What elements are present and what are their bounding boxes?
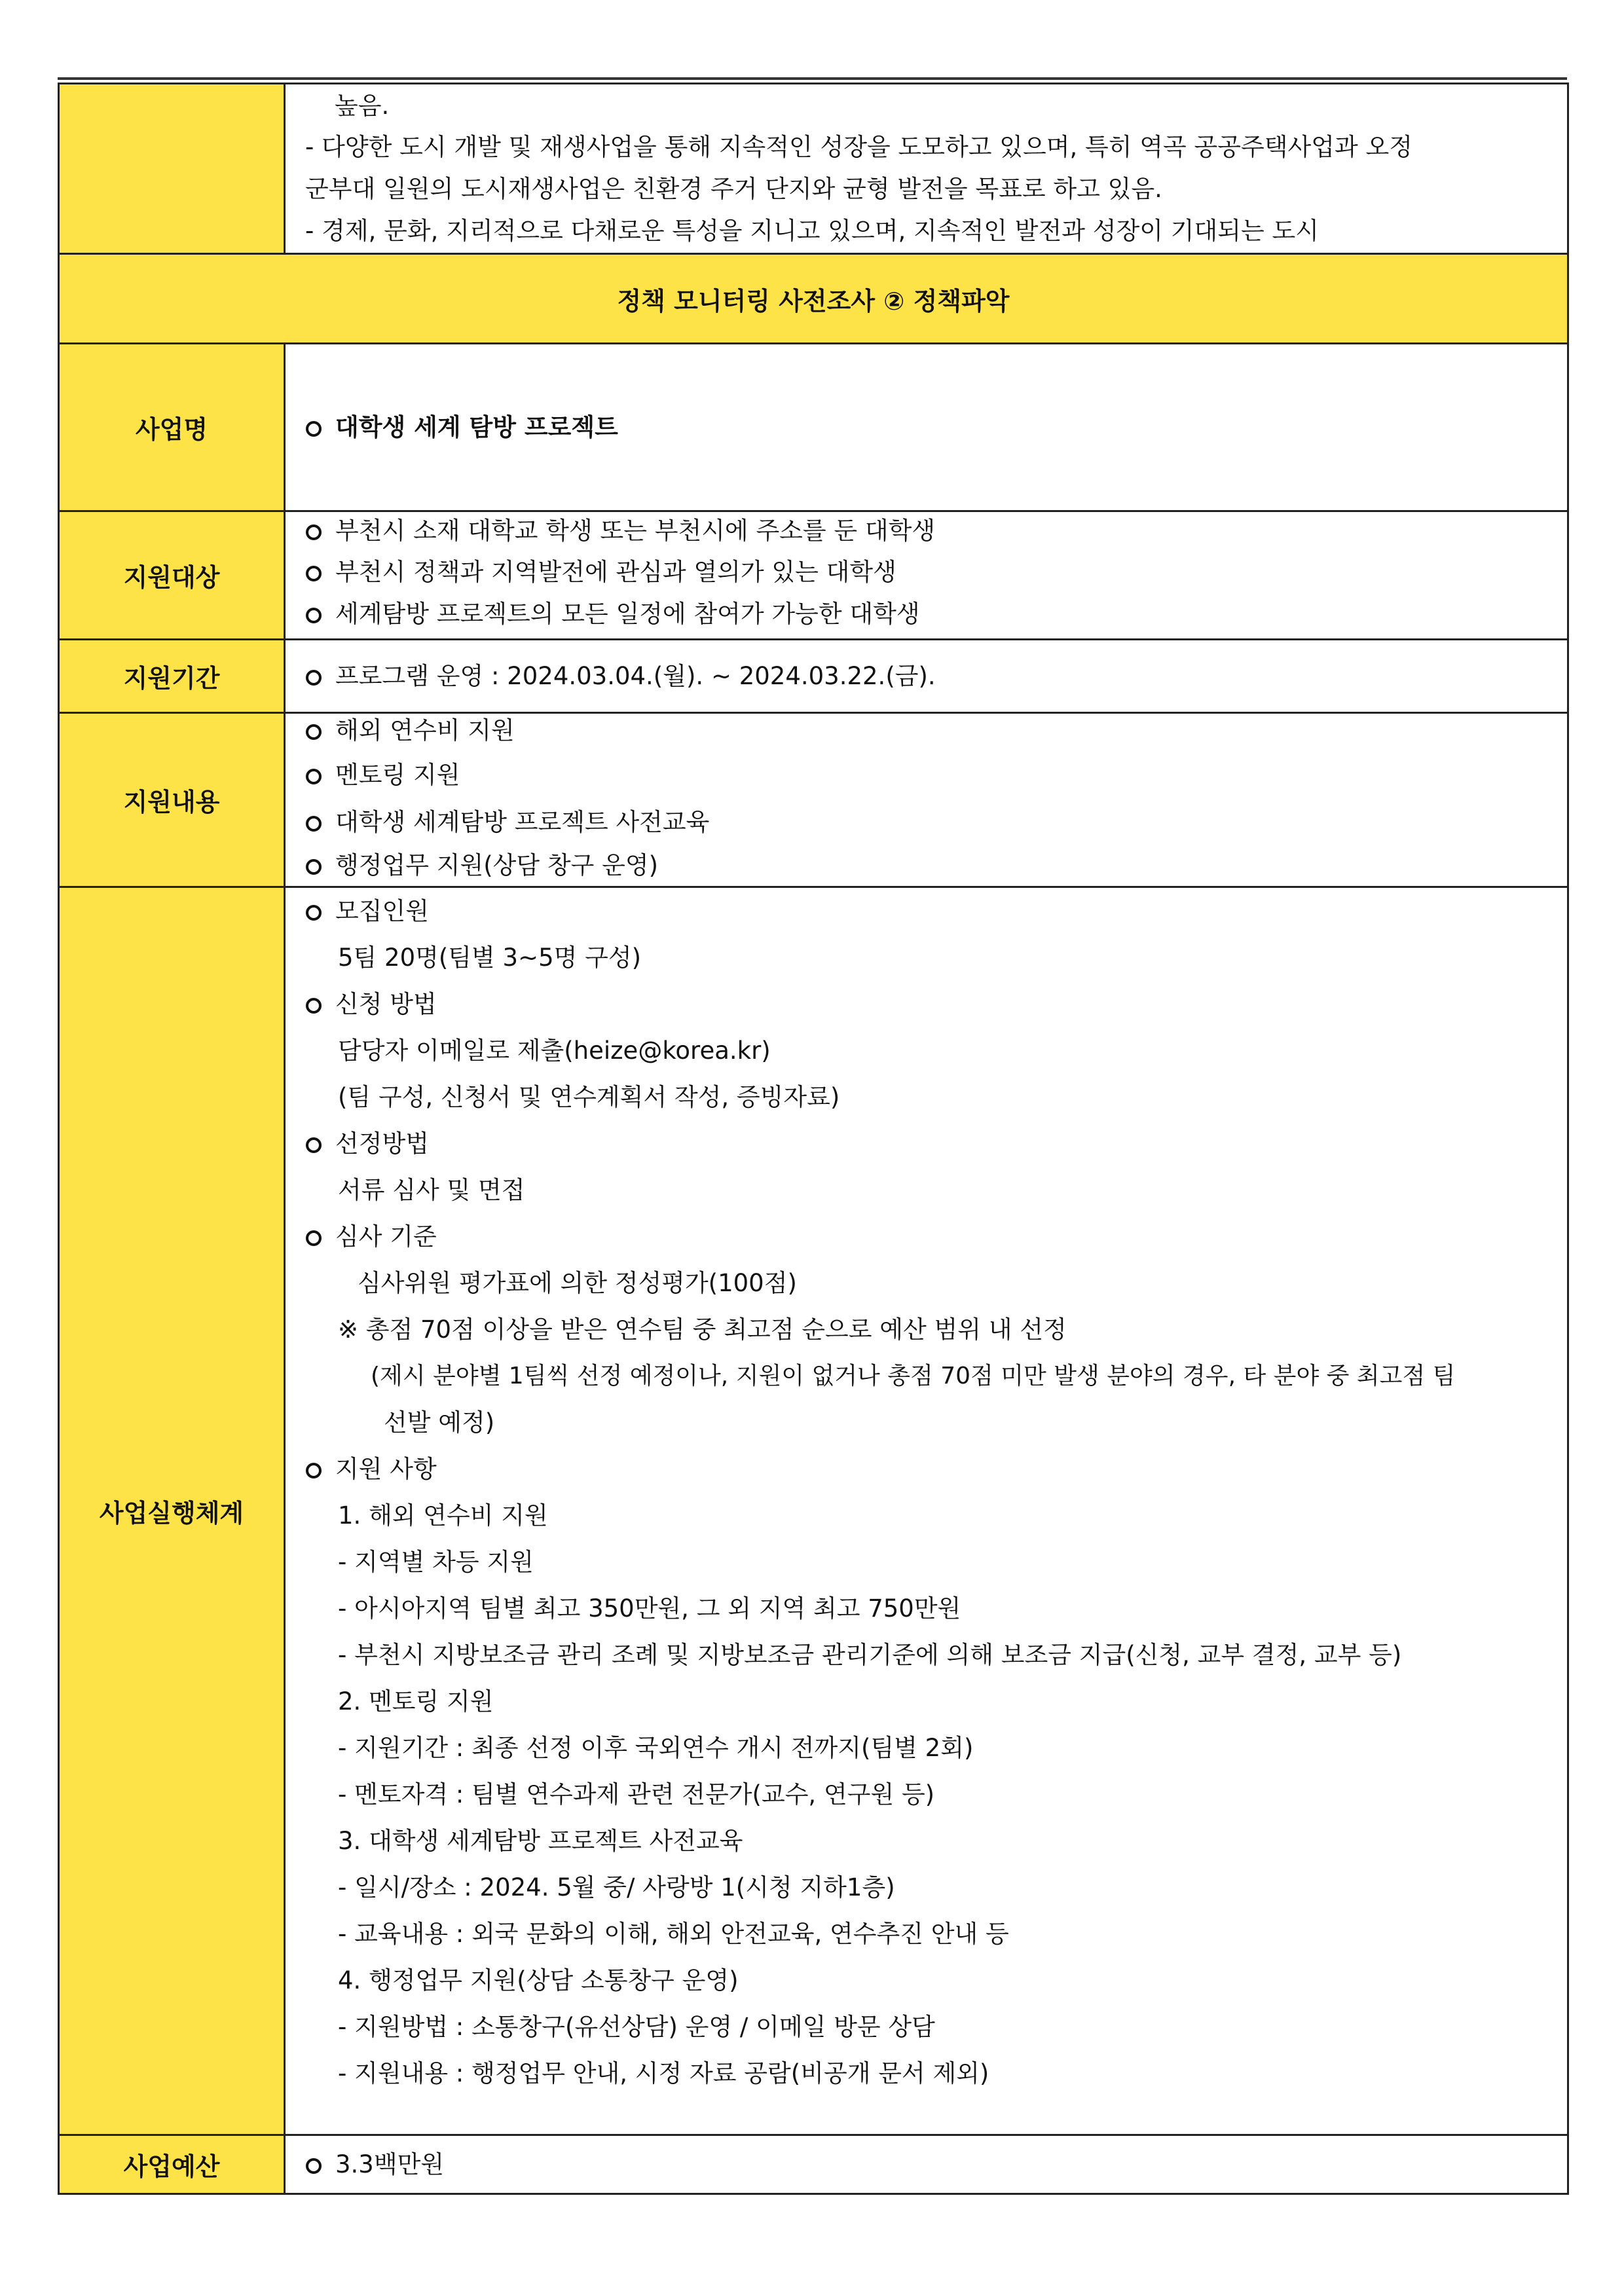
circle-bullet-icon [305, 2141, 335, 2188]
execution-line: - 아시아지역 팀별 최고 350만원, 그 외 지역 최고 750만원 [338, 1594, 961, 1623]
target-text: 부천시 소재 대학교 학생 또는 부천시에 주소를 둔 대학생 [335, 517, 936, 545]
cell-period [285, 640, 1568, 713]
row-execution [59, 887, 1568, 2135]
execution-line: 2. 멘토링 지원 [338, 1687, 494, 1716]
target-text: 세계탐방 프로젝트의 모든 일정에 참여가 가능한 대학생 [335, 600, 920, 628]
execution-heading [305, 1120, 1554, 1167]
intro-row [59, 84, 1568, 254]
row-business-name [59, 344, 1568, 511]
content-text: 대학생 세계탐방 프로젝트 사전교육 [335, 808, 710, 836]
target-item [305, 551, 1554, 593]
target-item [305, 593, 1554, 635]
execution-line: - 일시/장소 : 2024. 5월 중/ 사랑방 1(시청 지하1층) [338, 1873, 895, 1901]
execution-line: 3. 대학생 세계탐방 프로젝트 사전교육 [338, 1827, 743, 1855]
budget-item [305, 2141, 1554, 2188]
intro-label-cell [59, 84, 285, 254]
execution-line: (팀 구성, 신청서 및 연수계획서 작성, 증빙자료) [338, 1083, 840, 1111]
intro-line: 군부대 일원의 도시재생사업은 친환경 주거 단지와 균형 발전을 목표로 하고 있음. [305, 175, 1162, 203]
label-execution: 사업실행체계 [59, 887, 285, 2135]
section-header: 정책 모니터링 사전조사 ② 정책파악 [59, 254, 1568, 344]
execution-heading-text: 지원 사항 [335, 1455, 437, 1483]
execution-note: 선발 예정) [384, 1408, 495, 1437]
execution-line: - 멘토자격 : 팀별 연수과제 관련 전문가(교수, 연구원 등) [338, 1780, 935, 1808]
circle-bullet-icon [305, 593, 335, 635]
execution-heading [305, 1213, 1554, 1260]
circle-bullet-icon [305, 1120, 335, 1167]
circle-bullet-icon [305, 653, 335, 699]
execution-heading-text: 신청 방법 [335, 990, 437, 1018]
intro-line: - 다양한 도시 개발 및 재생사업을 통해 지속적인 성장을 도모하고 있으며, 특히 역곡 공공주택사업과 오정 [305, 133, 1412, 161]
label-budget: 사업예산 [59, 2135, 285, 2194]
cell-target [285, 511, 1568, 640]
row-budget [59, 2135, 1568, 2194]
execution-line: - 지원방법 : 소통창구(유선상담) 운영 / 이메일 방문 상담 [338, 2013, 935, 2041]
content-item [305, 846, 1554, 885]
execution-line: - 지원내용 : 행정업무 안내, 시정 자료 공람(비공개 문서 제외) [338, 2059, 989, 2087]
content-item [305, 799, 1554, 846]
circle-bullet-icon [305, 752, 335, 799]
execution-heading-text: 심사 기준 [335, 1222, 437, 1251]
circle-bullet-icon [305, 1446, 335, 1492]
cell-business-name [285, 344, 1568, 511]
label-content: 지원내용 [59, 713, 285, 887]
intro-line: 높음. [335, 92, 390, 120]
label-period: 지원기간 [59, 640, 285, 713]
execution-line: 심사위원 평가표에 의한 정성평가(100점) [358, 1269, 797, 1297]
label-target: 지원대상 [59, 511, 285, 640]
target-text: 부천시 정책과 지역발전에 관심과 열의가 있는 대학생 [335, 558, 896, 586]
label-business-name: 사업명 [59, 344, 285, 511]
content-text: 멘토링 지원 [335, 761, 460, 789]
period-item [305, 653, 1554, 699]
circle-bullet-icon [305, 511, 335, 551]
cell-content [285, 713, 1568, 887]
row-target [59, 511, 1568, 640]
circle-bullet-icon [305, 404, 335, 450]
section-header-row [59, 254, 1568, 344]
content-text: 행정업무 지원(상담 창구 운영) [335, 851, 659, 879]
execution-line: 4. 행정업무 지원(상담 소통창구 운영) [338, 1966, 739, 1994]
business-name-text: 대학생 세계 탐방 프로젝트 [335, 413, 618, 441]
execution-line: 담당자 이메일로 제출(heize@korea.kr) [338, 1037, 771, 1065]
budget-text: 3.3백만원 [335, 2150, 445, 2178]
circle-bullet-icon [305, 981, 335, 1027]
cell-execution [285, 887, 1568, 2135]
cell-budget [285, 2135, 1568, 2194]
intro-line: - 경제, 문화, 지리적으로 다채로운 특성을 지니고 있으며, 지속적인 발전과 성장이 기대되는 도시 [305, 217, 1319, 245]
execution-line: - 지원기간 : 최종 선정 이후 국외연수 개시 전까지(팀별 2회) [338, 1734, 974, 1762]
content-item [305, 752, 1554, 799]
circle-bullet-icon [305, 799, 335, 846]
execution-line: - 부천시 지방보조금 관리 조례 및 지방보조금 관리기준에 의해 보조금 지급(신청, 교부 결정, 교부 등) [338, 1641, 1402, 1669]
execution-note: ※ 총점 70점 이상을 받은 연수팀 중 최고점 순으로 예산 범위 내 선정 [338, 1315, 1067, 1344]
execution-line: 1. 해외 연수비 지원 [338, 1501, 548, 1530]
circle-bullet-icon [305, 846, 335, 885]
policy-table [58, 83, 1569, 2195]
circle-bullet-icon [305, 888, 335, 934]
execution-line: - 지역별 차등 지원 [338, 1548, 534, 1576]
period-text: 프로그램 운영 : 2024.03.04.(월). ~ 2024.03.22.(금). [335, 662, 936, 690]
execution-heading [305, 888, 1554, 934]
circle-bullet-icon [305, 710, 335, 752]
row-content [59, 713, 1568, 887]
business-name-item [305, 404, 1554, 450]
circle-bullet-icon [305, 551, 335, 593]
execution-line: 5팀 20명(팀별 3~5명 구성) [338, 944, 642, 972]
execution-line: 서류 심사 및 면접 [338, 1176, 525, 1204]
circle-bullet-icon [305, 1213, 335, 1260]
content-item [305, 710, 1554, 752]
execution-line: - 교육내용 : 외국 문화의 이해, 해외 안전교육, 연수추진 안내 등 [338, 1920, 1009, 1948]
execution-heading [305, 981, 1554, 1027]
intro-content-cell [285, 84, 1568, 254]
content-text: 해외 연수비 지원 [335, 716, 515, 744]
execution-heading [305, 1446, 1554, 1492]
execution-note: (제시 분야별 1팀씩 선정 예정이나, 지원이 없거나 총점 70점 미만 발생 분야의 경우, 타 분야 중 최고점 팀 [371, 1363, 1456, 1389]
execution-heading-text: 모집인원 [335, 897, 429, 925]
execution-heading-text: 선정방법 [335, 1129, 429, 1158]
row-period [59, 640, 1568, 713]
top-border-line [58, 77, 1567, 80]
target-item [305, 511, 1554, 551]
